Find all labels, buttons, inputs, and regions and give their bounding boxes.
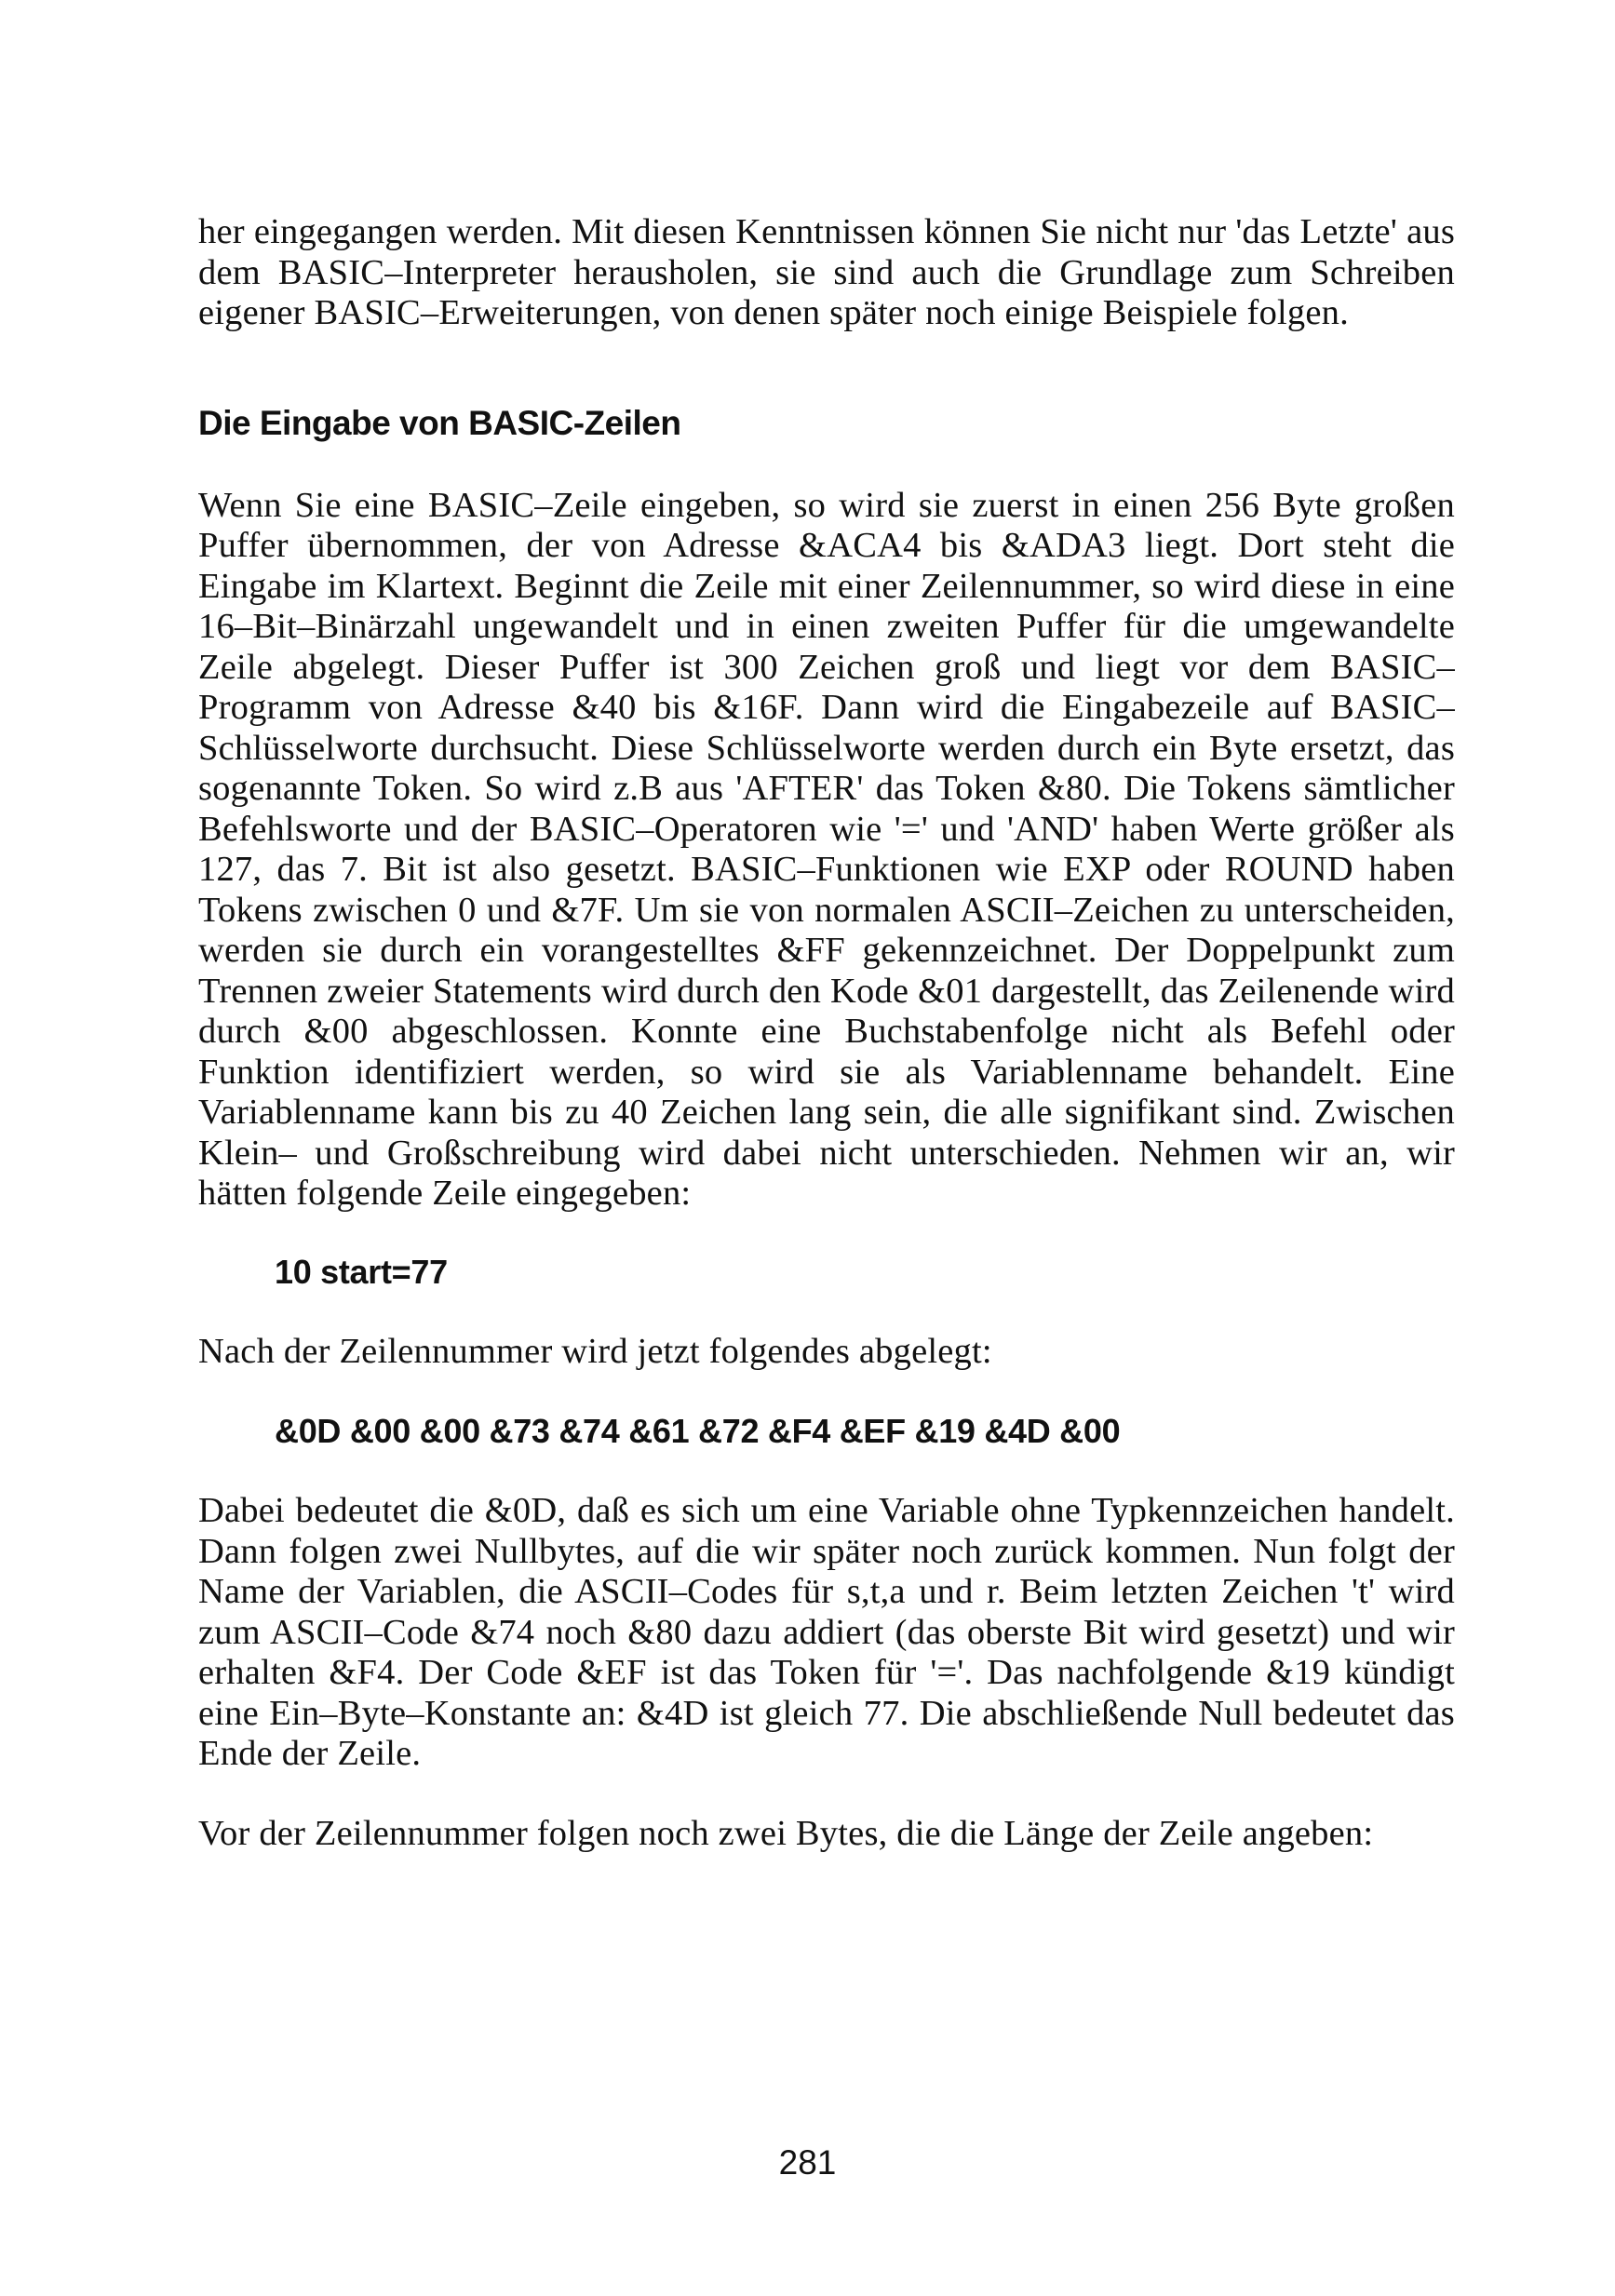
section-heading: Die Eingabe von BASIC-Zeilen (198, 403, 681, 442)
paragraph-stored-after-number: Nach der Zeilennummer wird jetzt folgendes abgelegt: (198, 1331, 992, 1371)
page-number: 281 (778, 2143, 837, 2182)
page-body (198, 212, 1455, 1854)
paragraph-line-length: Vor der Zeilennummer folgen noch zwei Bytes, die die Länge der Zeile angeben: (198, 1813, 1374, 1853)
code-example-line: 10 start=77 (275, 1252, 448, 1291)
paragraph-token-explanation: Dabei bedeutet die &0D, daß es sich um eine Variable ohne Typkennzeichen handelt. Dann folgen zwei Nullbytes, auf die wir später noch zurück kommen. Nun folgt der Name der Variablen, die ASCII–Codes für s,t,a und r. Beim letzten Zeichen 't' wird zum ASCII–Code &74 noch &80 dazu addiert (das oberste Bit wird gesetzt) und wir erhalten &F4. Der Code &EF ist das Token für '='. Das nachfolgende &19 kündigt eine Ein–Byte–Konstante an: &4D ist gleich 77. Die abschließende Null bedeutet das Ende der Zeile. (198, 1491, 1455, 1773)
intro-paragraph: her eingegangen werden. Mit diesen Kenntnissen können Sie nicht nur 'das Letzte' aus dem BASIC–Interpreter herausholen, sie sind auch die Grundlage zum Schreiben eigener BASIC–Erweiterungen, von denen später noch einige Beispiele folgen. (198, 212, 1455, 332)
code-token-bytes: &0D &00 &00 &73 &74 &61 &72 &F4 &EF &19 &4D &00 (275, 1412, 1121, 1450)
paragraph-basic-input: Wenn Sie eine BASIC–Zeile eingeben, so wird sie zuerst in einen 256 Byte großen Puffer übernommen, der von Adresse &ACA4 bis &ADA3 liegt. Dort steht die Eingabe im Klartext. Beginnt die Zeile mit einer Zeilennummer, so wird diese in eine 16–Bit–Binärzahl ungewandelt und in einen zweiten Puffer für die umgewandelte Zeile abgelegt. Dieser Puffer ist 300 Zeichen groß und liegt vor dem BASIC–Programm von Adresse &40 bis &16F. Dann wird die Eingabezeile auf BASIC–Schlüsselworte durchsucht. Diese Schlüsselworte werden durch ein Byte ersetzt, das sogenannte Token. So wird z.B aus 'AFTER' das Token &80. Die Tokens sämtlicher Befehlsworte und der BASIC–Operatoren wie '=' und 'AND' haben Werte größer als 127, das 7. Bit ist also gesetzt. BASIC–Funktionen wie EXP oder ROUND haben Tokens zwischen 0 und &7F. Um sie von normalen ASCII–Zeichen zu unterscheiden, werden sie durch ein vorangestelltes &FF gekennzeichnet. Der Doppelpunkt zum Trennen zweier Statements wird durch den Kode &01 dargestellt, das Zeilenende wird durch &00 abgeschlossen. Konnte eine Buchstabenfolge nicht als Befehl oder Funktion identifiziert werden, so wird sie als Variablenname behandelt. Eine Variablenname kann bis zu 40 Zeichen lang sein, die alle signifikant sind. Zwischen Klein– und Großschreibung wird dabei nicht unterschieden. Nehmen wir an, wir hätten folgende Zeile eingegeben: (198, 485, 1455, 1213)
